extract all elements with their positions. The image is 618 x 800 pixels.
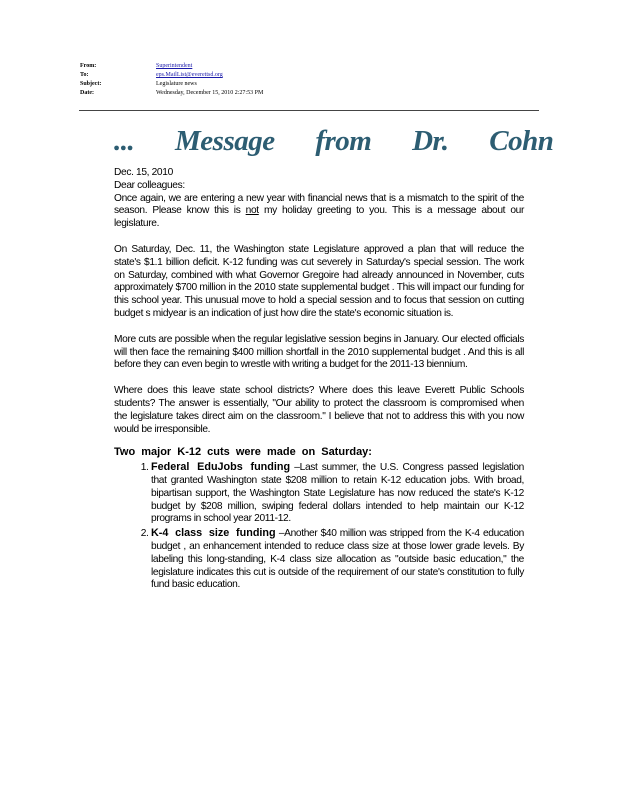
- to-link[interactable]: eps.MailList@everettsd.org: [156, 72, 223, 78]
- header-row-from: [80, 62, 540, 71]
- header-row-date: [80, 89, 540, 98]
- list-item: [151, 461, 524, 526]
- section-heading: Two major K-12 cuts were made on Saturday:: [114, 446, 372, 459]
- paragraph-1-b: my holiday greeting to you. This is a message about our legislature.: [114, 205, 524, 230]
- list-item-text: –Another $40 million was stripped from the K-4 education budget , an enhancement intended to reduce class size at those lower grade levels. By labeling this long-standing, K-4 class size allocation as "outside basic education," the legislature indicates this cut is outside of the requirement of our state's constitution to fully fund basic education.: [151, 528, 524, 591]
- list-item-title: Federal EduJobs funding: [151, 461, 291, 474]
- header-divider: [79, 110, 539, 111]
- list-item: [151, 527, 524, 592]
- date-value: Wednesday, December 15, 2010 2:27:53 PM: [156, 90, 264, 96]
- paragraph-1-underlined: not: [245, 205, 259, 217]
- cuts-list: [114, 461, 524, 592]
- list-item-title: K-4 class size funding: [151, 527, 276, 540]
- to-label: To:: [80, 72, 89, 78]
- header-row-subject: [80, 80, 540, 89]
- paragraph-3: More cuts are possible when the regular legislative session begins in January. Our elected officials will then face the remaining $400 million shortfall in the 2010 supplemental budget . And this is all before they can even begin to wrestle with writing a budget for the 2011-13 biennium.: [114, 333, 524, 371]
- paragraph-1-a: Once again, we are entering a new year with financial news that is a mismatch to the spirit of the season. Please know this is: [114, 192, 524, 217]
- from-label: From:: [80, 63, 97, 69]
- email-header: [80, 62, 540, 98]
- subject-label: Subject:: [80, 81, 102, 87]
- list-item-text: –Last summer, the U.S. Congress passed legislation that granted Washington state $208 million to retain K-12 education jobs. With broad, bipartisan support, the Washington State Legislature has now reduced the state's K-12 budget by $208 million, swiping federal dollars intended to help maintain our K-12 programs in school year 2011-12.: [151, 462, 524, 525]
- paragraph-4: Where does this leave state school districts? Where does this leave Everett Public Schools students? The answer is essentially, "Our ability to protect the classroom is compromised when the legislature takes direct aim on the classroom." I believe that not to address this with you now would be irresponsible.: [114, 385, 524, 435]
- date-label: Date:: [80, 90, 94, 96]
- page-title: ... Message from Dr. Cohn: [114, 125, 554, 157]
- greeting: Dear colleagues:: [114, 179, 185, 191]
- subject-value: Legislature news: [156, 81, 197, 87]
- letter-date: Dec. 15, 2010: [114, 167, 173, 178]
- from-link[interactable]: Superintendent: [156, 63, 193, 69]
- paragraph-2: On Saturday, Dec. 11, the Washington state Legislature approved a plan that will reduce the state's $1.1 billion deficit. K-12 funding was cut severely in Saturday's special session. The work on Saturday, combined with what Governor Gregoire had already announced in November, cuts approximately $700 million in the 2010 state supplemental budget . This will impact our funding for this school year. This unusual move to hold a special session and to focus that session on cutting budget s midyear is an indication of just how dire the state's economic situation is.: [114, 243, 524, 319]
- letter-body: [114, 167, 524, 593]
- paragraph-1: [114, 193, 524, 231]
- header-row-to: [80, 71, 540, 80]
